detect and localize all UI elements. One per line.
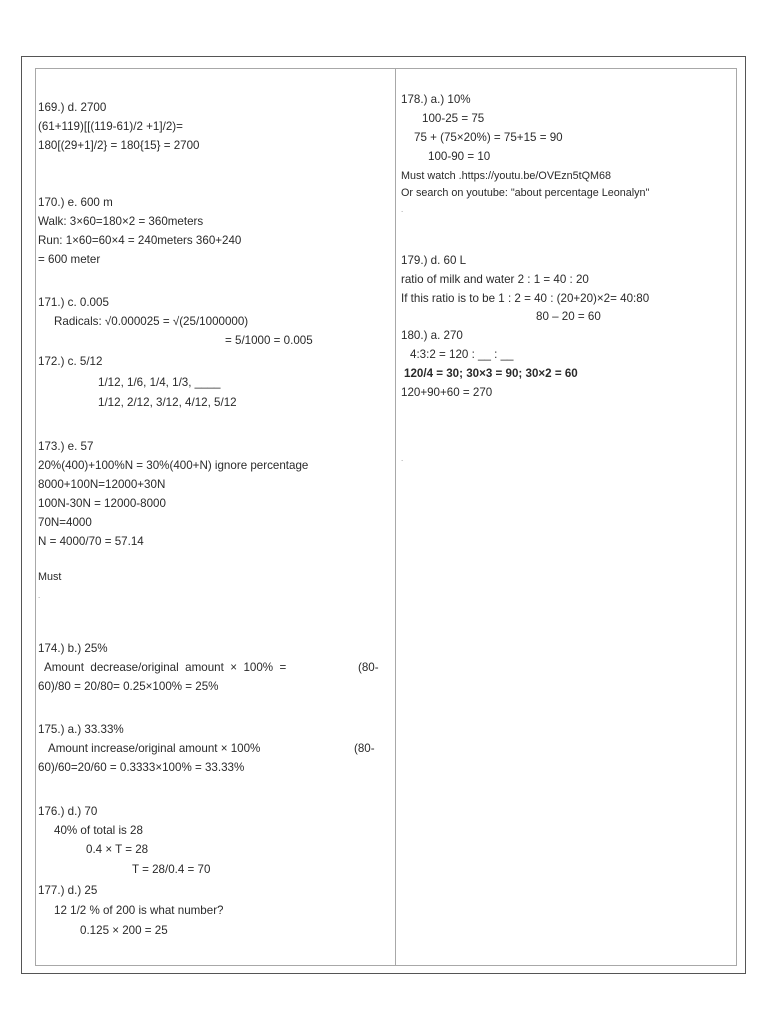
solution-line: 1/12, 1/6, 1/4, 1/3, ____ bbox=[98, 376, 221, 389]
solution-line: Radicals: √0.000025 = √(25/1000000) bbox=[54, 315, 249, 328]
solution-line: 1/12, 2/12, 3/12, 4/12, 5/12 bbox=[98, 396, 237, 409]
solution-line: 80 – 20 = 60 bbox=[536, 310, 601, 323]
answer-heading: 179.) d. 60 L bbox=[401, 254, 467, 267]
solution-line: = 600 meter bbox=[38, 253, 101, 266]
answer-heading: 172.) c. 5/12 bbox=[38, 355, 103, 368]
solution-line: 60)/80 = 20/80= 0.25×100% = 25% bbox=[38, 680, 219, 693]
solution-line: Run: 1×60=60×4 = 240meters 360+240 bbox=[38, 234, 242, 247]
solution-line: Amount decrease/original amount × 100% = bbox=[44, 661, 287, 674]
answer-heading: 178.) a.) 10% bbox=[401, 93, 471, 106]
solution-line: 120+90+60 = 270 bbox=[401, 386, 493, 399]
solution-line: T = 28/0.4 = 70 bbox=[132, 863, 211, 876]
document-page bbox=[21, 56, 746, 974]
solution-line: N = 4000/70 = 57.14 bbox=[38, 535, 144, 548]
answer-heading: 170.) e. 600 m bbox=[38, 196, 113, 209]
solution-line: 40% of total is 28 bbox=[54, 824, 143, 837]
solution-note: Or search on youtube: "about percentage Leonalyn" bbox=[401, 187, 650, 199]
solution-line: 8000+100N=12000+30N bbox=[38, 478, 166, 491]
solution-line: (80- bbox=[354, 742, 375, 755]
stray-mark: . bbox=[38, 591, 41, 600]
solution-line: 4:3:2 = 120 : __ : __ bbox=[410, 348, 514, 361]
solution-line: (61+119)[[(119-61)/2 +1]/2)= bbox=[38, 120, 183, 133]
solution-line: 100-25 = 75 bbox=[422, 112, 485, 125]
stray-mark: . bbox=[401, 205, 404, 214]
solution-line: 0.125 × 200 = 25 bbox=[80, 924, 168, 937]
solution-line: 120/4 = 30; 30×3 = 90; 30×2 = 60 bbox=[404, 367, 578, 380]
solution-line: 100N-30N = 12000-8000 bbox=[38, 497, 166, 510]
solution-line: 70N=4000 bbox=[38, 516, 92, 529]
solution-line: ratio of milk and water 2 : 1 = 40 : 20 bbox=[401, 273, 589, 286]
solution-line: (80- bbox=[358, 661, 379, 674]
solution-line: 100-90 = 10 bbox=[428, 150, 491, 163]
solution-line: Walk: 3×60=180×2 = 360meters bbox=[38, 215, 204, 228]
solution-line: 20%(400)+100%N = 30%(400+N) ignore percentage bbox=[38, 459, 309, 472]
solution-line: = 5/1000 = 0.005 bbox=[225, 334, 313, 347]
answer-heading: 180.) a. 270 bbox=[401, 329, 463, 342]
solution-note: Must watch .https://youtu.be/OVEzn5tQM68 bbox=[401, 170, 612, 182]
solution-line: 60)/60=20/60 = 0.3333×100% = 33.33% bbox=[38, 761, 245, 774]
answer-heading: 177.) d.) 25 bbox=[38, 884, 98, 897]
answer-table bbox=[35, 68, 737, 966]
solution-line: If this ratio is to be 1 : 2 = 40 : (20+20)×2= 40:80 bbox=[401, 292, 650, 305]
stray-mark: . bbox=[401, 454, 404, 463]
solution-line: 12 1/2 % of 200 is what number? bbox=[54, 904, 224, 917]
column-divider bbox=[395, 69, 396, 965]
answer-heading: 174.) b.) 25% bbox=[38, 642, 108, 655]
solution-line: 75 + (75×20%) = 75+15 = 90 bbox=[414, 131, 563, 144]
answer-heading: 171.) c. 0.005 bbox=[38, 296, 109, 309]
answer-heading: 176.) d.) 70 bbox=[38, 805, 98, 818]
solution-line: 180[(29+1]/2} = 180{15} = 2700 bbox=[38, 139, 200, 152]
solution-note: Must bbox=[38, 571, 62, 583]
answer-heading: 175.) a.) 33.33% bbox=[38, 723, 124, 736]
solution-line: Amount increase/original amount × 100% bbox=[48, 742, 261, 755]
answer-heading: 169.) d. 2700 bbox=[38, 101, 107, 114]
answer-heading: 173.) e. 57 bbox=[38, 440, 94, 453]
solution-line: 0.4 × T = 28 bbox=[86, 843, 149, 856]
